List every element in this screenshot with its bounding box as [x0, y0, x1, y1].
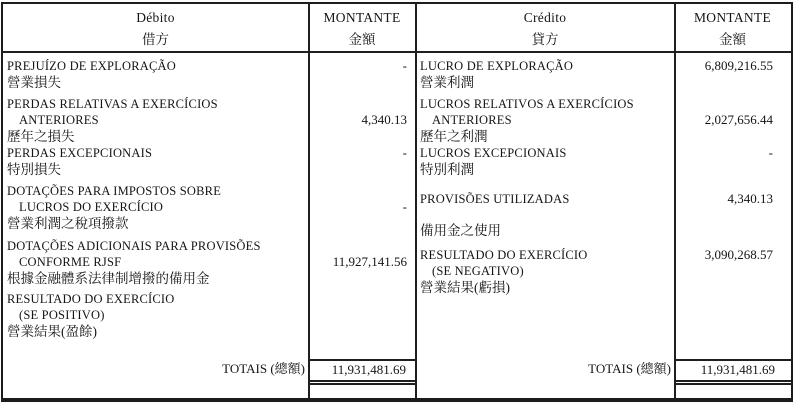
entry-label-pt-line2: LUCROS DO EXERCÍCIO	[19, 200, 164, 214]
entry-lucro-de-exploracao	[416, 58, 791, 91]
credit-total-amount: 11,931,481.69	[674, 359, 791, 385]
credit-total-label: TOTAIS (總額)	[588, 361, 671, 376]
entry-label-zh: 營業結果(虧損)	[420, 280, 510, 295]
entry-label-pt: LUCROS EXCEPCIONAIS	[420, 146, 567, 160]
entry-perdas-excepcionais	[3, 145, 416, 178]
profit-loss-table	[1, 2, 793, 402]
entry-amount: 6,809,216.55	[704, 58, 773, 73]
entry-amount: 11,927,141.56	[332, 254, 407, 269]
entry-label-pt-line2: (SE POSITIVO)	[19, 308, 105, 322]
entry-label-pt: LUCROS RELATIVOS A EXERCÍCIOS	[420, 97, 634, 111]
header-amount-right	[674, 4, 791, 51]
totals-row	[3, 356, 791, 385]
entry-lucros-exercicios-anteriores	[416, 96, 791, 145]
entry-label-pt-line2: ANTERIORES	[432, 113, 512, 127]
entry-amount: 4,340.13	[727, 191, 773, 206]
entry-label-pt: PERDAS RELATIVAS A EXERCÍCIOS	[7, 97, 218, 111]
header-credit-pt: Crédito	[523, 10, 567, 25]
header-credit-zh: 貸方	[531, 32, 559, 47]
entry-label-zh: 營業利潤	[420, 75, 474, 90]
entry-label-pt: PERDAS EXCEPCIONAIS	[7, 146, 153, 160]
entry-provisoes-utilizadas	[416, 191, 791, 239]
debit-column	[3, 55, 416, 340]
debit-total-label: TOTAIS (總額)	[222, 361, 305, 376]
entry-label-pt: PREJUÍZO DE EXPLORAÇÃO	[7, 59, 176, 73]
entry-label-zh: 歷年之利潤	[420, 129, 488, 144]
entry-label-pt: DOTAÇÕES ADICIONAIS PARA PROVISÕES	[7, 239, 261, 253]
entry-amount: 3,090,268.57	[704, 247, 773, 262]
entry-label-zh: 根據金融體系法律制增撥的備用金	[7, 271, 210, 286]
entry-resultado-se-positivo	[3, 291, 416, 340]
entry-amount: -	[402, 199, 407, 214]
header-amount-right-zh: 金額	[719, 32, 746, 47]
entry-prejuizo-de-exploracao	[3, 58, 416, 91]
header-amount-left-zh: 金額	[348, 32, 376, 47]
header-amount-left	[308, 4, 416, 51]
entry-dotacoes-impostos	[3, 183, 416, 232]
entry-label-zh: 營業結果(盈餘)	[7, 324, 97, 339]
entry-label-pt: PROVISÕES UTILIZADAS	[420, 192, 570, 206]
header-credit	[416, 4, 674, 51]
entry-resultado-se-negativo	[416, 247, 791, 296]
entry-label-pt: LUCRO DE EXPLORAÇÃO	[420, 59, 574, 73]
debit-total-amount: 11,931,481.69	[308, 359, 415, 385]
entry-perdas-exercicios-anteriores	[3, 96, 416, 145]
header-debit-zh: 借方	[142, 32, 169, 47]
entry-amount: 4,340.13	[361, 112, 407, 127]
entry-label-pt-line2: (SE NEGATIVO)	[432, 264, 524, 278]
entry-label-zh: 歷年之損失	[7, 129, 75, 144]
entry-label-zh: 特別利潤	[420, 162, 474, 177]
table-body	[3, 55, 791, 355]
entry-label-pt-line2: CONFORME RJSF	[19, 255, 122, 269]
header-debit-pt: Débito	[136, 10, 175, 25]
entry-amount: -	[402, 145, 407, 160]
entry-label-pt-line2: ANTERIORES	[19, 113, 99, 127]
entry-amount: -	[402, 58, 407, 73]
table-header	[3, 4, 791, 53]
entry-label-zh: 營業損失	[7, 75, 61, 90]
entry-label-zh: 特別損失	[7, 162, 61, 177]
header-amount-left-pt: MONTANTE	[323, 10, 401, 25]
entry-lucros-excepcionais	[416, 145, 791, 178]
entry-amount: 2,027,656.44	[704, 112, 773, 127]
entry-label-pt: RESULTADO DO EXERCÍCIO	[420, 248, 588, 262]
entry-amount: -	[768, 145, 773, 160]
header-debit	[3, 4, 308, 51]
entry-label-pt: RESULTADO DO EXERCÍCIO	[7, 292, 175, 306]
header-amount-right-pt: MONTANTE	[693, 10, 772, 25]
entry-label-zh: 營業利潤之稅項撥款	[7, 216, 129, 231]
entry-dotacoes-adicionais-rjsf	[3, 238, 416, 287]
credit-column	[416, 55, 791, 296]
entry-label-zh: 備用金之使用	[420, 223, 501, 238]
entry-label-pt: DOTAÇÕES PARA IMPOSTOS SOBRE	[7, 184, 222, 198]
